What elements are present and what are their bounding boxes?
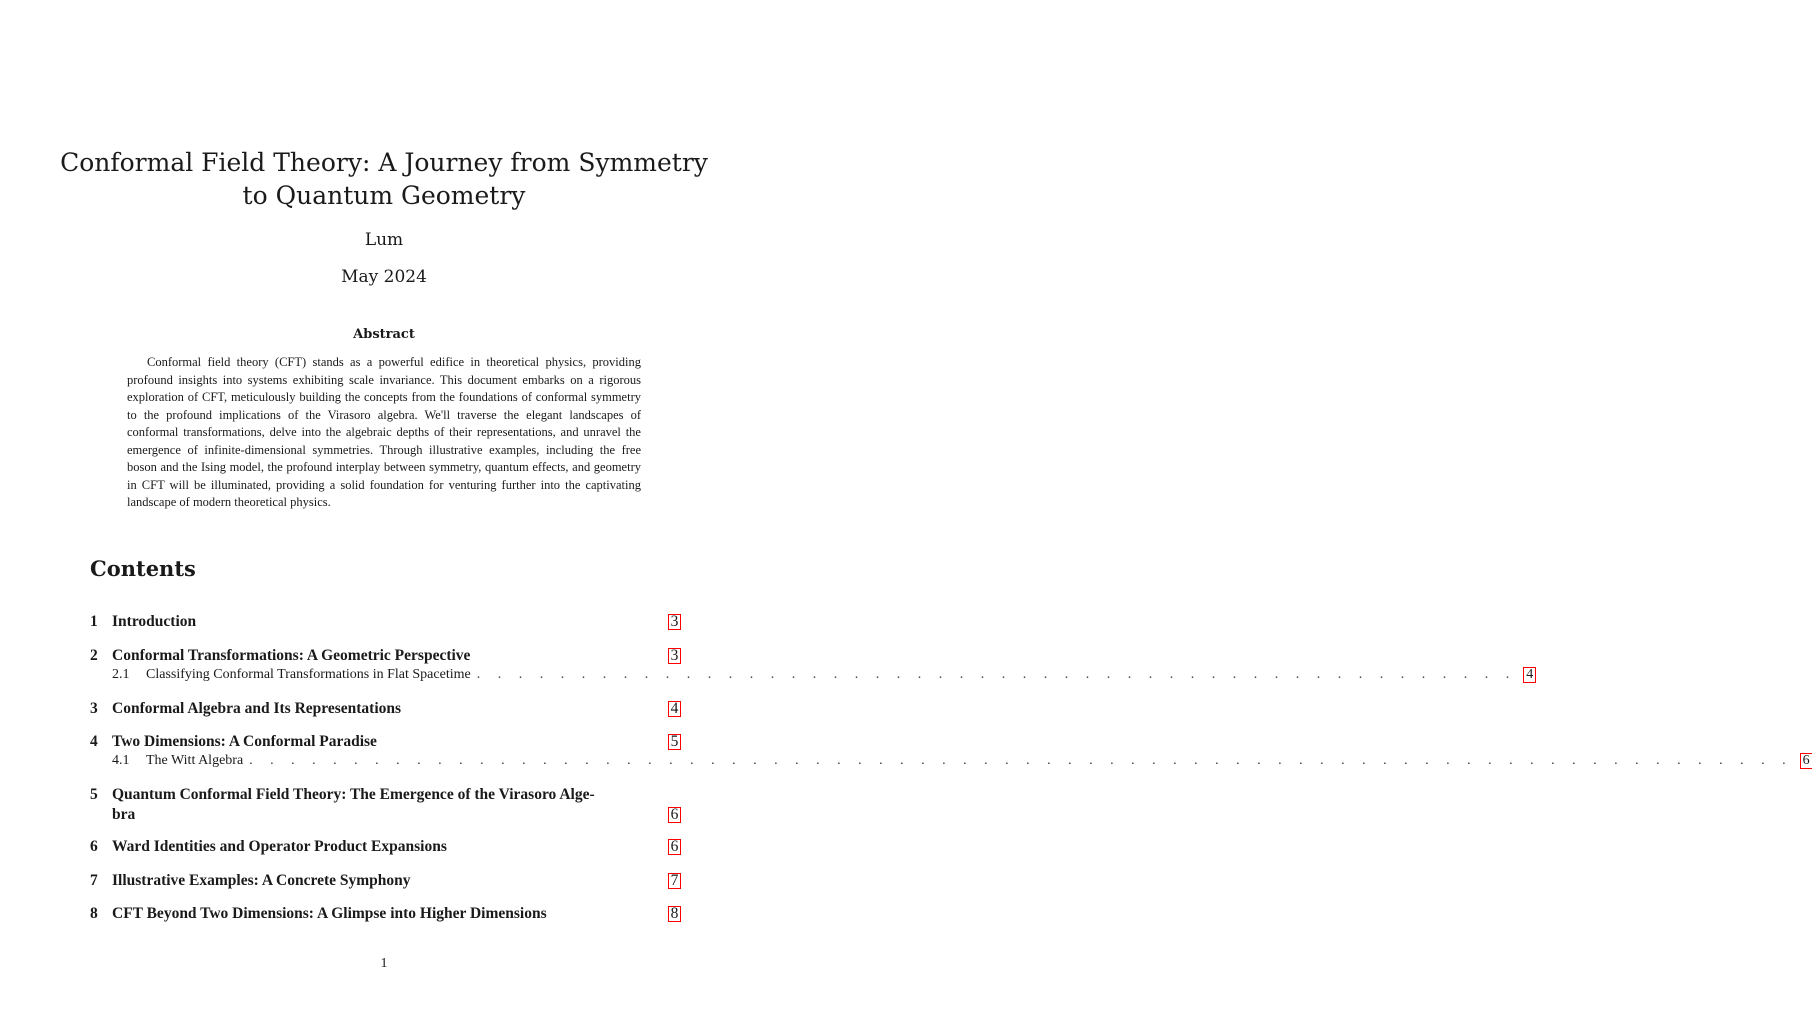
toc-number: 1 bbox=[90, 613, 98, 630]
toc-entry-conformal-transformations[interactable] bbox=[90, 647, 680, 665]
toc-page-link[interactable]: 5 bbox=[670, 733, 679, 750]
toc-page-link[interactable]: 4 bbox=[1526, 667, 1534, 682]
toc-page-link[interactable]: 3 bbox=[670, 647, 679, 664]
toc-title[interactable]: Introduction bbox=[112, 613, 197, 630]
page-number: 1 bbox=[380, 956, 388, 971]
abstract-body: Conformal field theory (CFT) stands as a powerful edifice in theoretical physics, providing profound insights into systems exhibiting scale invariance. This document embarks on a rigorous exploration of CFT, meticulously building the concepts from the foundations of conformal symmetry to the profound implications of the Virasoro algebra. We'll traverse the elegant landscapes of conformal transformations, delve into the algebraic depths of their representations, and unravel the emergence of infinite-dimensional symmetries. Through illustrative examples, including the free boson and the Ising model, the profound interplay between symmetry, quantum effects, and geometry in CFT will be illuminated, providing a solid foundation for venturing further into the captivating landscape of modern theoretical physics. bbox=[127, 355, 641, 509]
toc-leader-dots: . . . . . . . . . . . . . . . . . . . . . . . . . . . . . . . . . . . . . . . . . . . . . . . . . . . . . . . . . . . . . . . . . . . . . . . . . . bbox=[249, 753, 1793, 768]
toc-page-link[interactable]: 6 bbox=[1802, 753, 1810, 768]
toc-entry-conformal-algebra[interactable] bbox=[90, 700, 680, 718]
toc-page-link[interactable]: 7 bbox=[670, 872, 679, 889]
toc-title[interactable]: Ward Identities and Operator Product Expansions bbox=[112, 838, 447, 855]
toc-number: 7 bbox=[90, 872, 98, 889]
toc-entry-quantum-cft[interactable] bbox=[90, 786, 680, 824]
toc-number: 3 bbox=[90, 700, 98, 717]
toc-title[interactable]: Quantum Conformal Field Theory: The Emergence of the Virasoro Alge- bbox=[112, 786, 595, 803]
toc-title[interactable]: Two Dimensions: A Conformal Paradise bbox=[112, 733, 377, 750]
toc-page-link[interactable]: 6 bbox=[670, 838, 679, 855]
toc-number: 4 bbox=[90, 733, 98, 750]
toc-title[interactable]: Illustrative Examples: A Concrete Symphony bbox=[112, 872, 411, 889]
toc-subentry-witt-algebra[interactable] bbox=[90, 753, 1810, 769]
toc-title-continued[interactable]: bra bbox=[112, 806, 136, 823]
toc-number: 2 bbox=[90, 647, 98, 664]
toc-title[interactable]: The Witt Algebra bbox=[146, 753, 244, 768]
toc-title[interactable]: Conformal Transformations: A Geometric Perspective bbox=[112, 647, 471, 664]
toc-entry-two-dimensions[interactable] bbox=[90, 733, 680, 751]
toc-subentry-classifying[interactable] bbox=[90, 667, 1534, 683]
abstract-heading: Abstract bbox=[353, 327, 415, 342]
toc-number: 2.1 bbox=[112, 667, 130, 682]
toc-entry-cft-beyond-two-dimensions[interactable] bbox=[90, 905, 680, 923]
toc-page-link[interactable]: 3 bbox=[670, 613, 679, 630]
toc-number: 5 bbox=[90, 786, 98, 803]
toc-entry-illustrative-examples[interactable] bbox=[90, 872, 680, 890]
document-author: Lum bbox=[364, 230, 404, 250]
toc-page-link[interactable]: 4 bbox=[670, 700, 679, 717]
toc-entry-ward-identities[interactable] bbox=[90, 838, 680, 856]
toc-title[interactable]: CFT Beyond Two Dimensions: A Glimpse into Higher Dimensions bbox=[112, 905, 547, 922]
contents-heading: Contents bbox=[90, 556, 196, 581]
document-date: May 2024 bbox=[341, 267, 427, 287]
toc-title[interactable]: Conformal Algebra and Its Representations bbox=[112, 700, 402, 717]
toc-number: 4.1 bbox=[112, 753, 130, 768]
toc-number: 6 bbox=[90, 838, 98, 855]
document-title: Conformal Field Theory: A Journey from Symmetry to Quantum Geometry bbox=[60, 148, 708, 210]
toc-number: 8 bbox=[90, 905, 98, 922]
toc-leader-dots: . . . . . . . . . . . . . . . . . . . . . . . . . . . . . . . . . . . . . . . . . . . . . . . . . . bbox=[476, 667, 1517, 682]
toc-page-link[interactable]: 6 bbox=[670, 806, 679, 823]
toc-title[interactable]: Classifying Conformal Transformations in Flat Spacetime bbox=[146, 667, 471, 682]
toc-page-link[interactable]: 8 bbox=[670, 905, 679, 922]
toc-entry-introduction[interactable] bbox=[90, 613, 680, 631]
